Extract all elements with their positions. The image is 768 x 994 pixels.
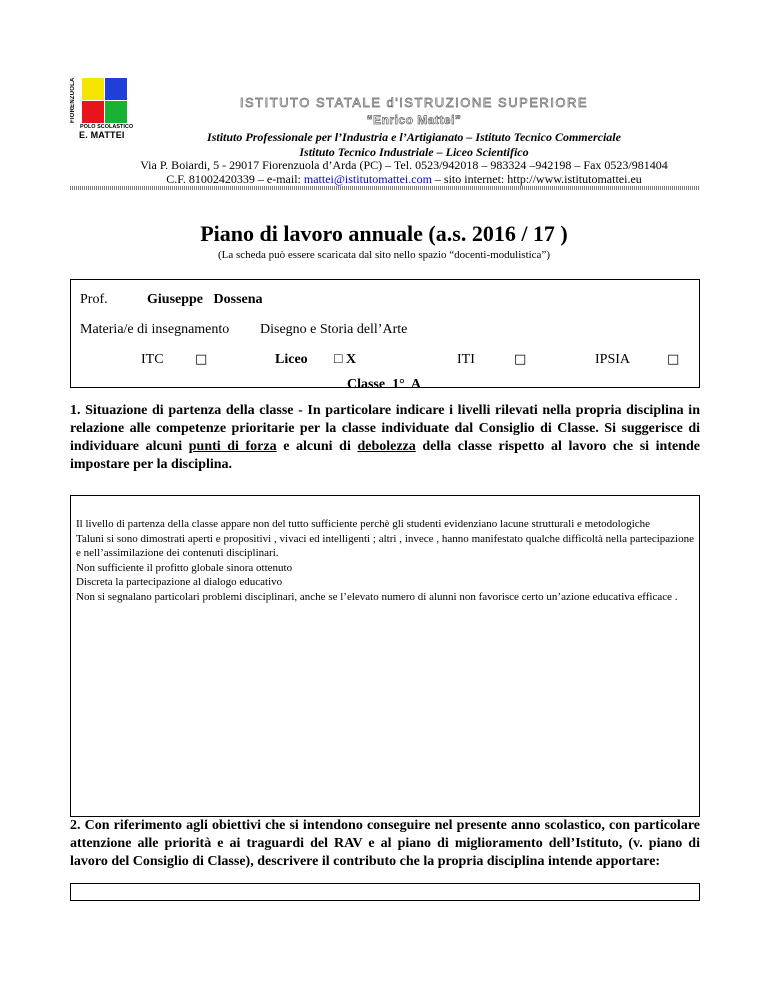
- subject-label: Materia/e di insegnamento: [80, 322, 230, 337]
- school-line2: Istituto Tecnico Industriale – Liceo Scientifico: [299, 145, 529, 159]
- school-title: ISTITUTO STATALE d'ISTRUZIONE SUPERIORE: [239, 95, 589, 110]
- school-type-ipsia-label: IPSIA: [595, 352, 631, 367]
- page-title: Piano di lavoro annuale (a.s. 2016 / 17 ): [200, 221, 568, 246]
- answer-paragraph: Il livello di partenza della classe appare non del tutto sufficiente perchè gli studenti evidenziano lacune strutturali e metodologiche: [76, 518, 651, 530]
- school-type-liceo-label: Liceo: [275, 352, 308, 367]
- subject-value: Disegno e Storia dell’Arte: [260, 322, 408, 337]
- section1-heading-b: e alcuni di: [276, 439, 358, 454]
- logo-vertical-text: FIORENZUOLA: [70, 77, 76, 123]
- school-type-itc-label: ITC: [141, 352, 164, 367]
- prof-label: Prof.: [80, 292, 108, 307]
- school-contacts: [60, 172, 748, 187]
- class-label: Classe 1° A: [346, 377, 422, 392]
- answer-paragraph: Discreta la partecipazione al dialogo educativo: [76, 576, 283, 588]
- section2-answer-box[interactable]: [70, 883, 700, 901]
- school-type-liceo-checkbox[interactable]: □ X: [334, 352, 357, 367]
- school-type-iti-checkbox[interactable]: □: [514, 352, 527, 367]
- school-name: “Enrico Mattei”: [366, 113, 462, 127]
- school-line1: Istituto Professionale per l’Industria e l’Artigianato – Istituto Tecnico Commerciale: [207, 130, 621, 144]
- school-address: Via P. Boiardi, 5 - 29017 Fiorenzuola d’Arda (PC) – Tel. 0523/942018 – 983324 –942198 – Fax 0523/981404: [140, 158, 668, 172]
- answer-paragraph: Non sufficiente il profitto globale sinora ottenuto: [76, 561, 293, 574]
- section1-heading: [70, 402, 700, 474]
- answer-paragraph: Non si segnalano particolari problemi disciplinari, anche se l’elevato numero di alunni non favorisce certo un’azione educativa efficace .: [76, 590, 678, 603]
- answer-paragraph: Taluni si sono dimostrati aperti e propositivi , vivaci ed intelligenti ; altri , invece , hanno manifestato qualche difficoltà nella partecipazione e nell’assimilazione dei contenuti disciplinari.: [76, 532, 694, 559]
- logo-name-text: E. MATTEI: [79, 130, 125, 140]
- section1-heading-c: della classe rispetto al lavoro che si intende impostare per la disciplina.: [70, 439, 700, 472]
- school-type-ipsia-checkbox[interactable]: □: [667, 352, 680, 367]
- logo-polo-text: POLO SCOLASTICO: [80, 124, 134, 130]
- school-type-iti-label: ITI: [457, 352, 475, 367]
- cf-suffix: – sito internet: http://www.istitutomattei.eu: [431, 172, 642, 186]
- prof-name: Giuseppe Dossena: [147, 292, 263, 307]
- email-link[interactable]: mattei@istitutomattei.com: [303, 172, 432, 186]
- header-separator: [70, 186, 700, 190]
- section1-heading-strengths: punti di forza: [188, 439, 277, 454]
- page-subtitle: (La scheda può essere scaricata dal sito nello spazio “docenti-modulistica”): [217, 249, 550, 261]
- section1-heading-a: 1. Situazione di partenza della classe - In particolare indicare i livelli rilevati nella propria disciplina in relazione alle competenze prioritarie per la classe individuate dal Consiglio di Classe. Si suggerisce di individuare alcuni: [70, 403, 700, 454]
- section2-heading: 2. Con riferimento agli obiettivi che si intendono conseguire nel presente anno scolastico, con particolare attenzione alle priorità e ai traguardi del RAV e al piano di miglioramento dell’Istituto, (v. piano di lavoro del Consiglio di Classe), descrivere il contributo che la propria disciplina intende apportare:: [70, 818, 700, 869]
- cf-prefix: C.F. 81002420339 – e-mail:: [166, 172, 304, 186]
- school-type-itc-checkbox[interactable]: □: [195, 352, 208, 367]
- section1-answer-text: [76, 517, 694, 604]
- section1-heading-weaknesses: debolezza: [357, 439, 416, 454]
